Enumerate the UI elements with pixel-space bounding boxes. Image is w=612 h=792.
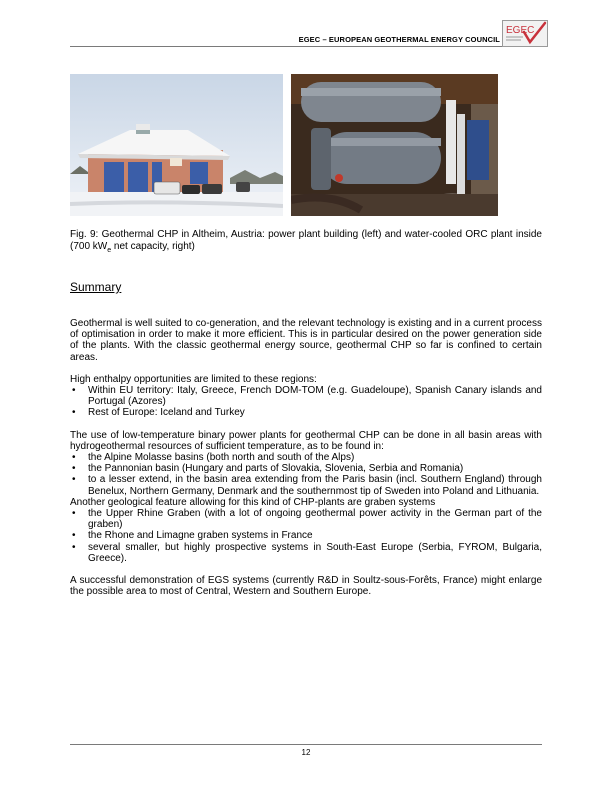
bullet-icon: • xyxy=(72,474,76,486)
list-item: • the Rhone and Limagne graben systems in France xyxy=(72,530,313,542)
list-item: • Within EU territory: Italy, Greece, French DOM-TOM (e.g. Guadeloupe), Spanish Canary islands and Portugal (Azores) xyxy=(72,385,542,408)
paragraph: Geothermal is well suited to co-generation, and the relevant technology is existing and in a current process of optimisation in order to make it more efficient. This is in particular desired on the power generation side of the plants. With the classic geothermal energy source, geothermal CHP so far is confined to certain areas. xyxy=(70,318,542,363)
page-number: 12 xyxy=(301,748,311,757)
logo-text: EGEC xyxy=(506,25,535,36)
list-item: • to a lesser extend, in the basin area extending from the Paris basin (incl. Southern England) through Benelux, Northern Germany, Denmark and the southernmost tip of Sweden into Poland and Lithuania. xyxy=(72,474,542,497)
figure-caption xyxy=(70,229,542,257)
list-item: • several smaller, but highly prospective systems in South-East Europe (Serbia, FYROM, Bulgaria, Greece). xyxy=(72,541,542,564)
paragraph: A successful demonstration of EGS systems (currently R&D in Soultz-sous-Forêts, France) might enlarge the possible area to most of Central, Western and Southern Europe. xyxy=(70,575,542,598)
list-item: • Rest of Europe: Iceland and Turkey xyxy=(72,407,245,419)
photo-power-plant-building xyxy=(70,74,283,216)
list-item: • the Alpine Molasse basins (both north and south of the Alps) xyxy=(72,452,355,464)
caption-text: Fig. 9: Geothermal CHP in Altheim, Austria: power plant building (left) and water-cooled ORC plant inside (700 kW xyxy=(70,229,542,252)
header-title: EGEC – EUROPEAN GEOTHERMAL ENERGY COUNCIL xyxy=(298,35,500,44)
bullet-icon: • xyxy=(72,407,76,419)
egec-logo xyxy=(502,20,548,47)
bullet-list-graben xyxy=(70,508,542,564)
summary-body xyxy=(70,318,542,597)
header-divider xyxy=(70,46,540,47)
bullet-list-high-enthalpy xyxy=(70,385,542,419)
footer-divider xyxy=(70,744,542,745)
caption-text-end: net capacity, right) xyxy=(111,241,195,252)
photo-orc-plant-interior xyxy=(291,74,498,216)
caption-subscript: e xyxy=(107,247,112,254)
paragraph-intro: Another geological feature allowing for this kind of CHP-plants are graben systems xyxy=(70,496,436,508)
bullet-icon: • xyxy=(72,385,76,397)
bullet-icon: • xyxy=(72,530,76,542)
paragraph-intro: High enthalpy opportunities are limited to these regions: xyxy=(70,373,317,385)
bullet-icon: • xyxy=(72,452,76,464)
bullet-icon: • xyxy=(72,541,76,553)
paragraph-intro: The use of low-temperature binary power plants for geothermal CHP can be done in all basin areas with hydrogeothermal resources of sufficient temperature, as to be found in: xyxy=(70,429,542,452)
bullet-icon: • xyxy=(72,508,76,520)
list-item: • the Pannonian basin (Hungary and parts of Slovakia, Slovenia, Serbia and Romania) xyxy=(72,463,464,475)
list-item: • the Upper Rhine Graben (with a lot of ongoing geothermal power activity in the German part of the graben) xyxy=(72,508,542,531)
bullet-list-basins xyxy=(70,452,542,497)
summary-heading: Summary xyxy=(70,280,122,294)
bullet-icon: • xyxy=(72,463,76,475)
